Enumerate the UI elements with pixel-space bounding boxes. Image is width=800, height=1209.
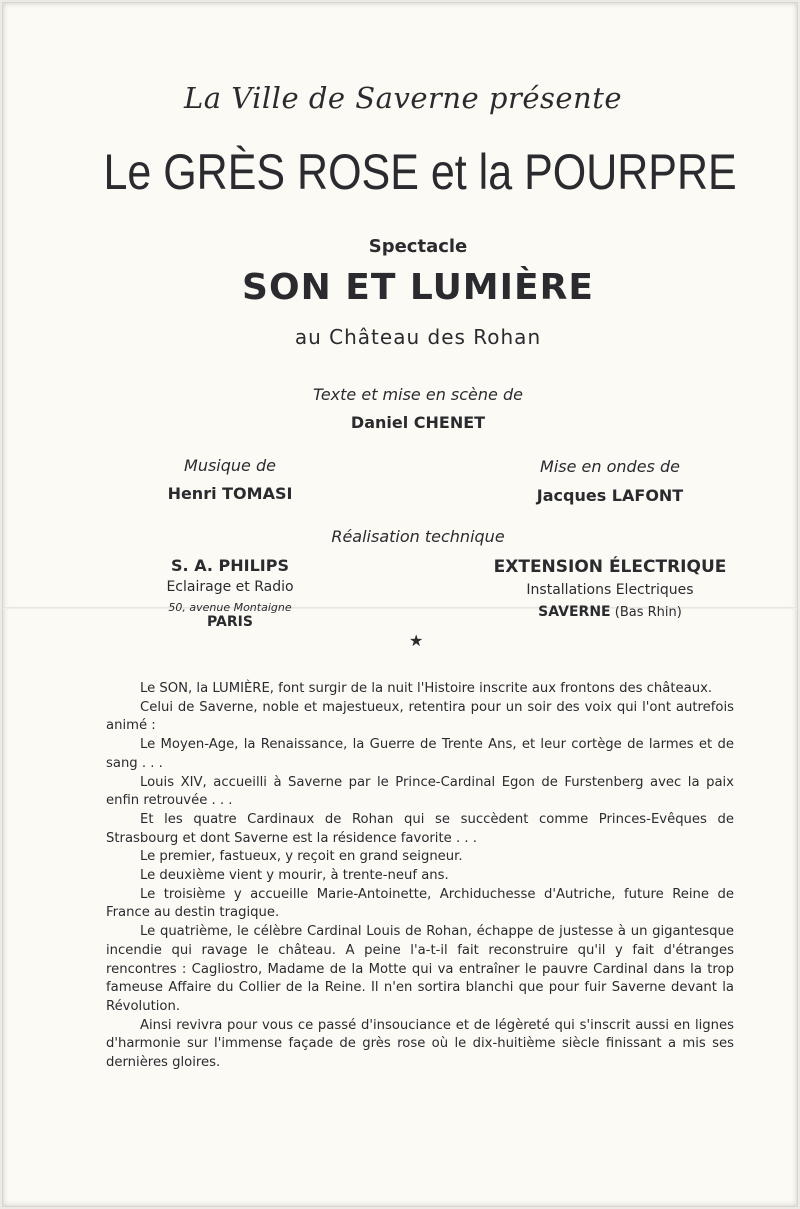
main-title: Le GRÈS ROSE et la POURPRE bbox=[103, 144, 737, 200]
philips-city: PARIS bbox=[207, 614, 253, 630]
paragraph: Le Moyen-Age, la Renaissance, la Guerre de Trente Ans, et leur cortège de larmes et de sang . . . bbox=[106, 737, 734, 771]
extension-city: SAVERNE bbox=[538, 604, 611, 620]
extension-name: EXTENSION ÉLECTRIQUE bbox=[493, 557, 727, 577]
music-credit-role: Musique de bbox=[184, 456, 276, 475]
technical-credit-role: Réalisation technique bbox=[331, 527, 505, 546]
paragraph: Ainsi revivra pour vous ce passé d'insouciance et de légèreté qui s'inscrit aussi en lignes d'harmonie sur l'immense façade de grès rose où le dix-huitième siècle finissant a mis ses dernières gloires. bbox=[106, 1017, 734, 1071]
philips-name: S. A. PHILIPS bbox=[171, 556, 289, 575]
paragraph: Celui de Saverne, noble et majestueux, retentira pour un soir des voix qui l'ont autrefois animé : bbox=[106, 699, 734, 734]
philips-line1: Eclairage et Radio bbox=[166, 579, 294, 595]
extension-location bbox=[483, 604, 737, 620]
spectacle-label: Spectacle bbox=[368, 236, 468, 257]
description-text bbox=[106, 680, 734, 1073]
paragraph: Le troisième y accueille Marie-Antoinette, Archiduchesse d'Autriche, future Reine de France au destin tragique. bbox=[106, 886, 734, 921]
venue-line: au Château des Rohan bbox=[294, 325, 542, 349]
extension-region: (Bas Rhin) bbox=[614, 605, 682, 620]
paragraph: Louis XIV, accueilli à Saverne par le Prince-Cardinal Egon de Furstenberg avec la paix enfin retrouvée . . . bbox=[106, 774, 734, 809]
philips-address: 50, avenue Montaigne bbox=[168, 601, 292, 614]
broadcast-credit-name: Jacques LAFONT bbox=[536, 486, 684, 505]
star-separator: ★ bbox=[409, 633, 424, 650]
extension-line1: Installations Electriques bbox=[526, 582, 694, 598]
paragraph: Et les quatre Cardinaux de Rohan qui se succèdent comme Princes-Evêques de Strasbourg et dont Saverne est la résidence favorite . . . bbox=[106, 811, 734, 846]
music-credit-name: Henri TOMASI bbox=[167, 484, 293, 503]
paragraph: Le quatrième, le célèbre Cardinal Louis de Rohan, échappe de justesse à un gigantesque incendie qui ravage le château. A peine l'a-t-il fait reconstruire qu'il y fait d'étranges rencontres : Cagliostro, Madame de la Motte qui va entraîner le pauvre Cardinal dans la trop fameuse Affaire du Collier de la Reine. Il n'en sortira blanchi que pour fuir Saverne devant la Révolution. bbox=[106, 924, 734, 1014]
paragraph: Le premier, fastueux, y reçoit en grand seigneur. bbox=[140, 849, 463, 865]
program-sheet bbox=[2, 2, 798, 1207]
broadcast-credit-role: Mise en ondes de bbox=[540, 457, 680, 476]
spectacle-title: SON ET LUMIÈRE bbox=[242, 267, 594, 308]
paragraph: Le deuxième vient y mourir, à trente-neuf ans. bbox=[140, 868, 449, 884]
presenter-line: La Ville de Saverne présente bbox=[183, 81, 623, 115]
text-credit-role: Texte et mise en scène de bbox=[313, 385, 523, 404]
paragraph: Le SON, la LUMIÈRE, font surgir de la nuit l'Histoire inscrite aux frontons des châteaux. bbox=[140, 681, 713, 696]
text-credit-name: Daniel CHENET bbox=[350, 413, 486, 432]
